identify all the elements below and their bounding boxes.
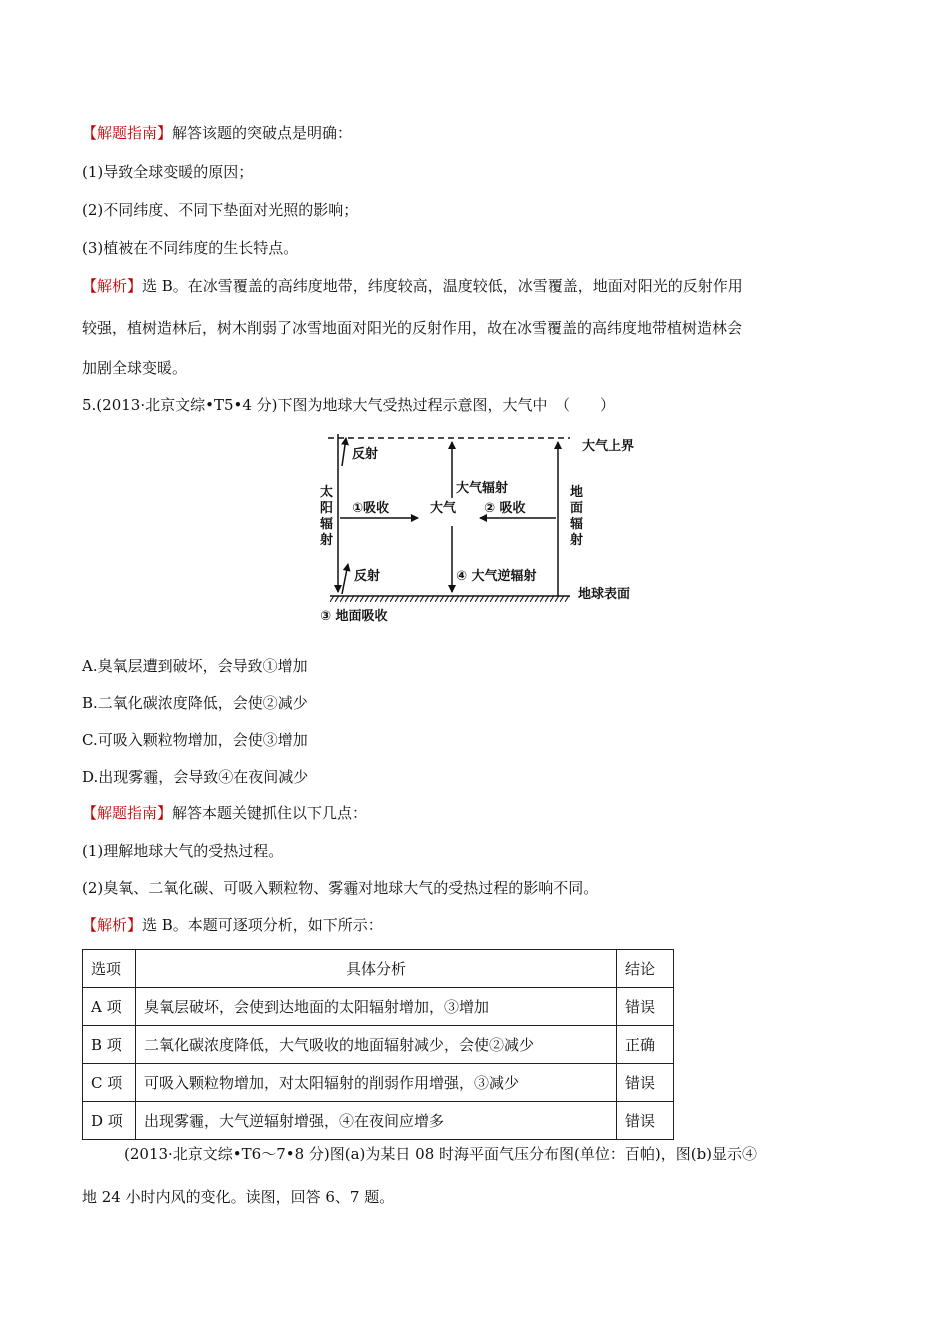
q5-guide-tag: 【解题指南】 xyxy=(82,804,173,822)
q5-analysis-text: 选 B。本题可逐项分析，如下所示： xyxy=(142,916,383,934)
solar-label-2: 阳 xyxy=(320,501,334,516)
reflect-bottom-arrow xyxy=(342,564,348,594)
q4-guide-point-3: (3)植被在不同纬度的生长特点。 xyxy=(82,239,299,257)
row-b-option: B 项 xyxy=(83,1026,136,1064)
q5-guide-line xyxy=(82,802,367,824)
ground-rad-label-1: 地 xyxy=(570,485,584,500)
atmosphere-heating-diagram xyxy=(300,426,660,630)
absorb1-label: ①吸收 xyxy=(352,501,390,516)
row-c-conclusion: 错误 xyxy=(617,1064,674,1102)
back-radiation-label: ④ 大气逆辐射 xyxy=(456,569,537,584)
q4-guide-point-1: (1)导致全球变暖的原因； xyxy=(82,163,254,181)
analysis-table xyxy=(82,949,674,1140)
reflect-top-arrow xyxy=(342,438,346,466)
q5-stem: 5.(2013·北京文综•T5•4 分)下图为地球大气受热过程示意图，大气中 （ ） xyxy=(82,396,616,414)
q67-line-2: 地 24 小时内风的变化。读图，回答 6、7 题。 xyxy=(82,1188,395,1206)
table-header-row xyxy=(83,950,674,988)
q4-guide-tag: 【解题指南】 xyxy=(82,124,173,142)
ground-absorb-label: ③ 地面吸收 xyxy=(320,609,388,624)
q67-line-1: (2013·北京文综•T6～7•8 分)图(a)为某日 08 时海平面气压分布图(单位：百帕)，图(b)显示④ xyxy=(124,1145,758,1163)
solar-label-1: 太 xyxy=(320,485,334,500)
solar-label-3: 辐 xyxy=(320,517,334,532)
ground-rad-label-2: 面 xyxy=(570,501,584,516)
q4-analysis-tag: 【解析】 xyxy=(82,277,143,295)
row-a-option: A 项 xyxy=(83,988,136,1026)
absorb2-label: ② 吸收 xyxy=(484,501,526,516)
atmosphere-label: 大气 xyxy=(430,501,457,516)
atm-radiation-label: 大气辐射 xyxy=(456,481,509,496)
solar-label-4: 射 xyxy=(320,533,334,548)
row-b-analysis: 二氧化碳浓度降低，大气吸收的地面辐射减少，会使②减少 xyxy=(136,1026,617,1064)
q4-analysis-text-1: 选 B。在冰雪覆盖的高纬度地带，纬度较高，温度较低，冰雪覆盖，地面对阳光的反射作用 xyxy=(142,277,743,295)
q5-analysis-line xyxy=(82,914,383,936)
top-boundary-label: 大气上界 xyxy=(582,439,635,454)
q4-guide-intro: 解答该题的突破点是明确： xyxy=(172,124,353,142)
q5-guide-point-2: (2)臭氧、二氧化碳、可吸入颗粒物、雾霾对地球大气的受热过程的影响不同。 xyxy=(82,879,599,897)
ground-hatch xyxy=(330,596,570,602)
row-c-option: C 项 xyxy=(83,1064,136,1102)
q5-guide-point-1: (1)理解地球大气的受热过程。 xyxy=(82,842,284,860)
row-a-analysis: 臭氧层破坏，会使到达地面的太阳辐射增加，③增加 xyxy=(136,988,617,1026)
option-a: A.臭氧层遭到破坏，会导致①增加 xyxy=(82,657,308,675)
row-a-conclusion: 错误 xyxy=(617,988,674,1026)
header-conclusion: 结论 xyxy=(617,950,674,988)
q4-analysis-line-1 xyxy=(82,275,743,297)
q4-guide-line xyxy=(82,122,352,144)
table-row xyxy=(83,988,674,1026)
table-row xyxy=(83,1026,674,1064)
q5-analysis-tag: 【解析】 xyxy=(82,916,143,934)
reflect-top-label: 反射 xyxy=(352,447,379,462)
q4-analysis-line-2: 较强，植树造林后，树木削弱了冰雪地面对阳光的反射作用，故在冰雪覆盖的高纬度地带植树造林会 xyxy=(82,319,743,337)
row-d-option: D 项 xyxy=(83,1102,136,1140)
q4-analysis-line-3: 加剧全球变暖。 xyxy=(82,359,188,377)
option-d: D.出现雾霾，会导致④在夜间减少 xyxy=(82,768,309,786)
header-analysis: 具体分析 xyxy=(136,950,617,988)
row-b-conclusion: 正确 xyxy=(617,1026,674,1064)
row-d-analysis: 出现雾霾，大气逆辐射增强，④在夜间应增多 xyxy=(136,1102,617,1140)
option-c: C.可吸入颗粒物增加，会使③增加 xyxy=(82,731,308,749)
ground-rad-label-4: 射 xyxy=(570,533,584,548)
q5-guide-intro: 解答本题关键抓住以下几点： xyxy=(172,804,368,822)
option-b: B.二氧化碳浓度降低，会使②减少 xyxy=(82,694,308,712)
q4-guide-point-2: (2)不同纬度、不同下垫面对光照的影响； xyxy=(82,201,359,219)
table-row xyxy=(83,1064,674,1102)
reflect-bottom-label: 反射 xyxy=(354,569,381,584)
surface-label: 地球表面 xyxy=(578,587,631,602)
row-d-conclusion: 错误 xyxy=(617,1102,674,1140)
table-row xyxy=(83,1102,674,1140)
ground-rad-label-3: 辐 xyxy=(570,517,584,532)
row-c-analysis: 可吸入颗粒物增加，对太阳辐射的削弱作用增强，③减少 xyxy=(136,1064,617,1102)
header-option: 选项 xyxy=(83,950,136,988)
